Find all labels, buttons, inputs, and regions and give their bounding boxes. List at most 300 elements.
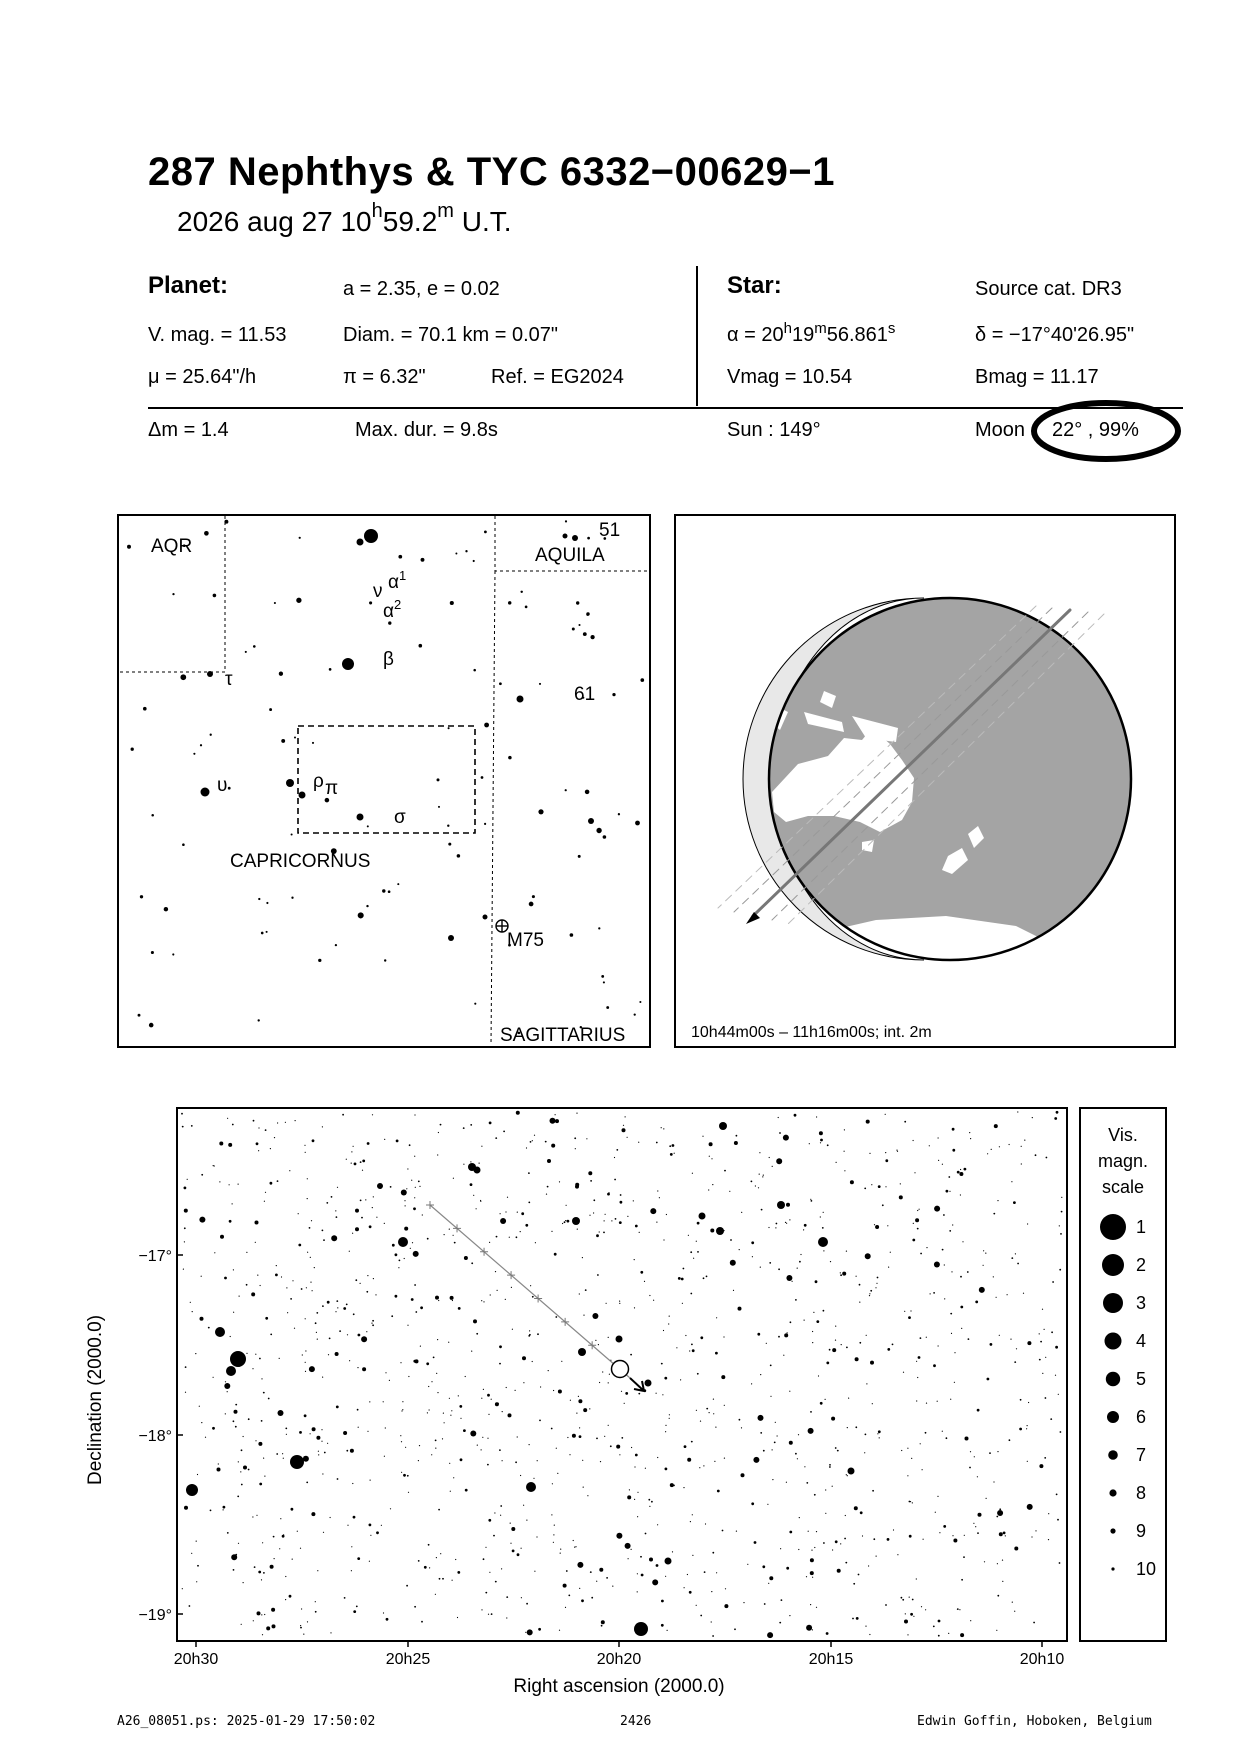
detail-star xyxy=(1042,1373,1043,1374)
detail-star xyxy=(736,1531,737,1532)
detail-star xyxy=(261,1378,262,1379)
detail-star xyxy=(283,1458,284,1459)
xtick-20h15: 20h15 xyxy=(808,1651,854,1668)
detail-star xyxy=(917,1228,919,1230)
detail-star xyxy=(285,1428,287,1430)
detail-star xyxy=(986,1498,987,1499)
detail-star xyxy=(627,1137,628,1138)
detail-star xyxy=(869,1295,870,1296)
detail-star xyxy=(901,1450,902,1451)
detail-star xyxy=(711,1621,712,1622)
finder-star xyxy=(474,1003,476,1005)
detail-star xyxy=(997,1563,998,1564)
detail-star xyxy=(758,1415,764,1421)
detail-star xyxy=(506,1617,507,1618)
finder-star xyxy=(138,1014,141,1017)
detail-star xyxy=(624,1403,625,1404)
scale-label-10: 10 xyxy=(1136,1559,1157,1579)
finder-star xyxy=(274,602,276,604)
detail-star xyxy=(401,1410,402,1411)
detail-star xyxy=(923,1539,924,1540)
detail-star xyxy=(507,1197,508,1198)
detail-star xyxy=(725,1588,726,1589)
detail-star xyxy=(844,1538,846,1540)
finder-star xyxy=(358,912,364,918)
finder-star xyxy=(149,1023,154,1028)
detail-star xyxy=(437,1339,438,1340)
detail-star xyxy=(573,1540,574,1541)
detail-star xyxy=(869,1634,870,1635)
detail-star xyxy=(619,1454,620,1455)
detail-star xyxy=(488,1414,489,1415)
event-datetime xyxy=(177,200,512,238)
detail-star xyxy=(794,1114,797,1117)
asteroid-track xyxy=(430,1205,630,1378)
detail-star xyxy=(1019,1428,1022,1431)
detail-star xyxy=(1017,1263,1019,1265)
detail-star xyxy=(419,1445,420,1446)
detail-star xyxy=(690,1251,692,1253)
finder-star xyxy=(612,693,615,696)
detail-bright-star xyxy=(665,1558,672,1565)
detail-star xyxy=(706,1408,708,1410)
detail-star xyxy=(353,1146,354,1147)
detail-star xyxy=(553,1534,554,1535)
detail-star xyxy=(909,1597,910,1598)
finder-star xyxy=(151,814,154,817)
finder-star xyxy=(172,953,174,955)
detail-star xyxy=(1032,1117,1033,1118)
detail-star xyxy=(241,1449,243,1451)
detail-star xyxy=(300,1625,301,1626)
detail-star xyxy=(813,1312,814,1313)
detail-star xyxy=(625,1116,626,1117)
detail-star xyxy=(741,1473,745,1477)
detail-star xyxy=(437,1392,438,1393)
detail-star xyxy=(361,1336,367,1342)
detail-star xyxy=(661,1600,664,1603)
detail-star xyxy=(442,1578,444,1580)
detail-star xyxy=(697,1222,700,1225)
detail-star xyxy=(670,1153,673,1156)
detail-star xyxy=(934,1262,940,1268)
detail-star xyxy=(709,1142,713,1146)
detail-star xyxy=(641,1574,644,1577)
detail-star xyxy=(443,1413,444,1414)
detail-star xyxy=(985,1253,986,1254)
detail-star xyxy=(1060,1431,1062,1433)
detail-star xyxy=(261,1579,262,1580)
detail-star xyxy=(965,1437,969,1441)
detail-star xyxy=(730,1260,736,1266)
detail-star xyxy=(656,1393,657,1394)
x-axis xyxy=(160,1640,1080,1700)
detail-star xyxy=(868,1565,869,1566)
detail-star xyxy=(305,1371,306,1372)
detail-star xyxy=(954,1382,955,1383)
detail-star xyxy=(897,1554,898,1555)
detail-star xyxy=(912,1502,913,1503)
detail-star xyxy=(772,1166,773,1167)
detail-star xyxy=(241,1624,242,1625)
detail-star xyxy=(261,1420,263,1422)
detail-star xyxy=(307,1621,308,1622)
detail-star xyxy=(715,1427,716,1428)
detail-star xyxy=(316,1332,317,1333)
detail-star xyxy=(383,1612,384,1613)
detail-star xyxy=(810,1411,812,1413)
detail-star xyxy=(628,1558,629,1559)
detail-star xyxy=(943,1214,945,1216)
detail-star xyxy=(869,1153,870,1154)
detail-star xyxy=(322,1473,323,1474)
detail-star xyxy=(517,1212,518,1213)
detail-star xyxy=(912,1599,914,1601)
detail-star xyxy=(916,1578,917,1579)
detail-star xyxy=(768,1583,769,1584)
detail-star xyxy=(942,1164,943,1165)
detail-star xyxy=(289,1595,292,1598)
detail-star xyxy=(841,1344,842,1345)
detail-star xyxy=(309,1227,311,1229)
detail-star xyxy=(321,1441,322,1442)
detail-star xyxy=(196,1541,197,1542)
finder-star xyxy=(508,601,511,604)
detail-star xyxy=(762,1176,763,1177)
detail-star xyxy=(413,1207,416,1210)
detail-star xyxy=(369,1225,372,1228)
detail-star xyxy=(926,1403,927,1404)
detail-star xyxy=(1005,1535,1006,1536)
detail-star xyxy=(1031,1536,1032,1537)
detail-star xyxy=(910,1501,911,1502)
detail-star xyxy=(875,1225,879,1229)
detail-star xyxy=(602,1371,603,1372)
finder-star xyxy=(182,843,185,846)
detail-star xyxy=(961,1328,962,1329)
detail-star xyxy=(844,1170,845,1171)
detail-star xyxy=(951,1333,952,1334)
detail-star xyxy=(307,1198,308,1199)
ra-m-unit: m xyxy=(814,320,827,337)
detail-star xyxy=(493,1535,495,1537)
detail-star xyxy=(692,1173,693,1174)
detail-star xyxy=(265,1317,268,1320)
detail-star xyxy=(902,1599,904,1601)
detail-star xyxy=(738,1307,742,1311)
finder-star xyxy=(465,550,467,552)
detail-star xyxy=(385,1427,386,1428)
detail-star xyxy=(280,1518,281,1519)
detail-star xyxy=(1054,1117,1057,1120)
detail-star xyxy=(775,1422,776,1423)
detail-star xyxy=(487,1394,490,1397)
detail-star xyxy=(229,1220,232,1223)
detail-star xyxy=(1052,1281,1054,1283)
finder-star xyxy=(210,734,212,736)
detail-star xyxy=(581,1599,584,1602)
detail-star xyxy=(214,1252,215,1253)
detail-star xyxy=(975,1526,976,1527)
detail-star xyxy=(322,1230,324,1232)
detail-star xyxy=(401,1190,407,1196)
detail-star xyxy=(885,1159,888,1162)
detail-star xyxy=(640,1271,643,1274)
detail-star xyxy=(865,1253,871,1259)
detail-star xyxy=(704,1571,706,1573)
detail-star xyxy=(767,1504,768,1505)
detail-star xyxy=(395,1253,398,1256)
planet-heading: Planet: xyxy=(148,272,229,299)
detail-star xyxy=(291,1508,294,1511)
detail-star xyxy=(563,1584,567,1588)
detail-star xyxy=(310,1257,311,1258)
detail-star xyxy=(400,1435,401,1436)
detail-star xyxy=(384,1139,385,1140)
detail-star xyxy=(697,1251,699,1253)
detail-star xyxy=(351,1546,352,1547)
detail-star xyxy=(877,1433,878,1434)
detail-star xyxy=(435,1296,439,1300)
detail-star xyxy=(565,1607,566,1608)
detail-star xyxy=(996,1516,998,1518)
detail-star xyxy=(760,1267,761,1268)
detail-star xyxy=(312,1427,316,1431)
detail-star xyxy=(307,1178,308,1179)
detail-star xyxy=(929,1145,930,1146)
detail-star xyxy=(751,1502,754,1505)
detail-star xyxy=(489,1242,490,1243)
detail-star xyxy=(436,1373,437,1374)
detail-star xyxy=(279,1358,280,1359)
detail-star xyxy=(384,1456,385,1457)
detail-star xyxy=(1042,1309,1043,1310)
y-axis-label: Declination (2000.0) xyxy=(85,1314,106,1486)
detail-star xyxy=(1017,1111,1018,1112)
detail-star xyxy=(866,1383,867,1384)
detail-star xyxy=(248,1418,250,1420)
detail-star xyxy=(506,1596,508,1598)
detail-star xyxy=(290,1298,292,1300)
detail-star xyxy=(448,1342,449,1343)
detail-star xyxy=(799,1517,800,1518)
detail-star xyxy=(904,1311,905,1312)
detail-star xyxy=(944,1264,945,1265)
detail-star xyxy=(920,1443,921,1444)
detail-star xyxy=(844,1129,845,1130)
detail-star xyxy=(614,1179,616,1181)
finder-star xyxy=(131,748,134,751)
detail-star xyxy=(814,1547,815,1548)
finder-star xyxy=(291,833,293,835)
scale-dot-5 xyxy=(1106,1372,1120,1386)
detail-star xyxy=(764,1603,766,1605)
detail-star xyxy=(528,1172,530,1174)
detail-star xyxy=(987,1153,988,1154)
star-declination: δ = −17°40'26.95" xyxy=(975,324,1135,346)
detail-star xyxy=(298,1244,301,1247)
detail-star xyxy=(500,1505,502,1507)
detail-star xyxy=(527,1629,533,1635)
detail-star xyxy=(255,1242,256,1243)
finder-star xyxy=(618,813,620,815)
detail-star xyxy=(373,1278,374,1279)
scale-title-vis: Vis. xyxy=(1108,1125,1138,1145)
label-capricornus: CAPRICORNUS xyxy=(230,851,371,872)
detail-star xyxy=(854,1506,858,1510)
detail-star xyxy=(256,1142,259,1145)
detail-star xyxy=(960,1169,961,1170)
detail-star xyxy=(769,1157,770,1158)
detail-star xyxy=(844,1151,845,1152)
finder-star xyxy=(583,632,587,636)
detail-star xyxy=(975,1301,978,1304)
detail-star xyxy=(477,1445,478,1446)
detail-star xyxy=(275,1274,278,1277)
detail-star xyxy=(1010,1339,1011,1340)
detail-star xyxy=(887,1538,890,1541)
detail-star xyxy=(485,1592,487,1594)
detail-star xyxy=(312,1290,313,1291)
detail-star xyxy=(684,1445,687,1448)
xtick-20h30: 20h30 xyxy=(173,1651,219,1668)
label-upsilon: υ xyxy=(217,775,228,796)
detail-star xyxy=(630,1354,632,1356)
detail-star xyxy=(830,1261,831,1262)
detail-star xyxy=(495,1402,499,1406)
detail-star xyxy=(435,1440,437,1442)
detail-star xyxy=(865,1434,867,1436)
detail-star xyxy=(786,1275,792,1281)
detail-star xyxy=(231,1554,237,1560)
detail-star xyxy=(847,1475,848,1476)
detail-star xyxy=(926,1337,927,1338)
detail-star xyxy=(525,1224,528,1227)
detail-star xyxy=(370,1535,371,1536)
detail-star xyxy=(367,1275,368,1276)
max-duration: Max. dur. = 9.8s xyxy=(355,419,498,441)
detail-star xyxy=(608,1382,609,1383)
detail-star xyxy=(913,1616,914,1617)
detail-star xyxy=(440,1124,442,1126)
detail-star xyxy=(528,1202,530,1204)
detail-star xyxy=(907,1634,908,1635)
detail-star xyxy=(1027,1341,1031,1345)
detail-star xyxy=(501,1568,502,1569)
detail-star xyxy=(191,1553,192,1554)
label-51: 51 xyxy=(599,520,621,541)
motion-arrow xyxy=(630,1378,644,1391)
detail-star xyxy=(351,1151,352,1152)
detail-star xyxy=(616,1445,620,1449)
detail-star xyxy=(637,1591,638,1592)
detail-star xyxy=(538,1628,541,1631)
detail-star xyxy=(372,1114,373,1115)
finder-star xyxy=(525,606,528,609)
detail-star xyxy=(795,1453,797,1455)
detail-star xyxy=(465,1376,466,1377)
detail-star xyxy=(420,1346,421,1347)
detail-star xyxy=(418,1181,420,1183)
detail-star xyxy=(637,1573,638,1574)
detail-star xyxy=(386,1618,389,1621)
detail-star xyxy=(1027,1223,1028,1224)
detail-star xyxy=(551,1514,552,1515)
detail-star xyxy=(289,1170,290,1171)
detail-star xyxy=(355,1209,359,1213)
moon-label: Moon xyxy=(975,419,1026,441)
detail-star xyxy=(402,1409,403,1410)
detail-star xyxy=(575,1546,576,1547)
detail-star xyxy=(200,1317,204,1321)
detail-star xyxy=(890,1252,891,1253)
detail-star xyxy=(353,1610,356,1613)
detail-star xyxy=(664,1377,667,1380)
detail-star xyxy=(343,1431,347,1435)
detail-star xyxy=(789,1531,792,1534)
detail-star xyxy=(999,1335,1000,1336)
detail-star xyxy=(996,1630,997,1631)
detail-star xyxy=(659,1197,660,1198)
detail-star xyxy=(270,1334,272,1336)
ra-seconds: 56.861 xyxy=(826,324,888,346)
detail-star xyxy=(495,1137,497,1139)
detail-star xyxy=(892,1344,894,1346)
detail-star xyxy=(814,1494,816,1496)
detail-star xyxy=(369,1561,370,1562)
detail-star xyxy=(326,1202,328,1204)
detail-star xyxy=(952,1224,953,1225)
detail-star xyxy=(258,1442,262,1446)
detail-star xyxy=(268,1398,270,1400)
detail-star xyxy=(589,1408,590,1409)
detail-star xyxy=(411,1180,412,1181)
detail-star xyxy=(829,1466,831,1468)
finder-bright-star xyxy=(588,818,594,824)
detail-star xyxy=(663,1128,664,1129)
detail-star xyxy=(946,1190,949,1193)
label-beta: β xyxy=(383,649,394,670)
ytick-17: −17° xyxy=(138,1248,172,1265)
finder-star xyxy=(312,742,314,744)
finder-star xyxy=(484,723,489,728)
finder-star xyxy=(572,628,575,631)
detail-star xyxy=(303,1634,304,1635)
detail-star xyxy=(322,1305,324,1307)
detail-star xyxy=(1023,1293,1024,1294)
detail-star xyxy=(337,1187,338,1188)
detail-star xyxy=(948,1633,949,1634)
detail-star xyxy=(225,1413,226,1414)
detail-star xyxy=(323,1239,325,1241)
detail-star xyxy=(306,1287,307,1288)
detail-star xyxy=(274,1137,275,1138)
finder-star xyxy=(565,520,567,522)
detail-star xyxy=(959,1609,960,1610)
target-star-circle xyxy=(612,1361,629,1378)
y-axis xyxy=(80,1100,190,1660)
detail-star xyxy=(577,1562,583,1568)
detail-star xyxy=(599,1568,603,1572)
detail-star xyxy=(529,1330,530,1331)
detail-star xyxy=(497,1290,498,1291)
ut-label: U.T. xyxy=(453,206,512,237)
detail-star xyxy=(853,1583,855,1585)
detail-star xyxy=(689,1591,692,1594)
detail-star xyxy=(990,1343,993,1346)
detail-star xyxy=(819,1131,823,1135)
detail-star xyxy=(739,1249,740,1250)
